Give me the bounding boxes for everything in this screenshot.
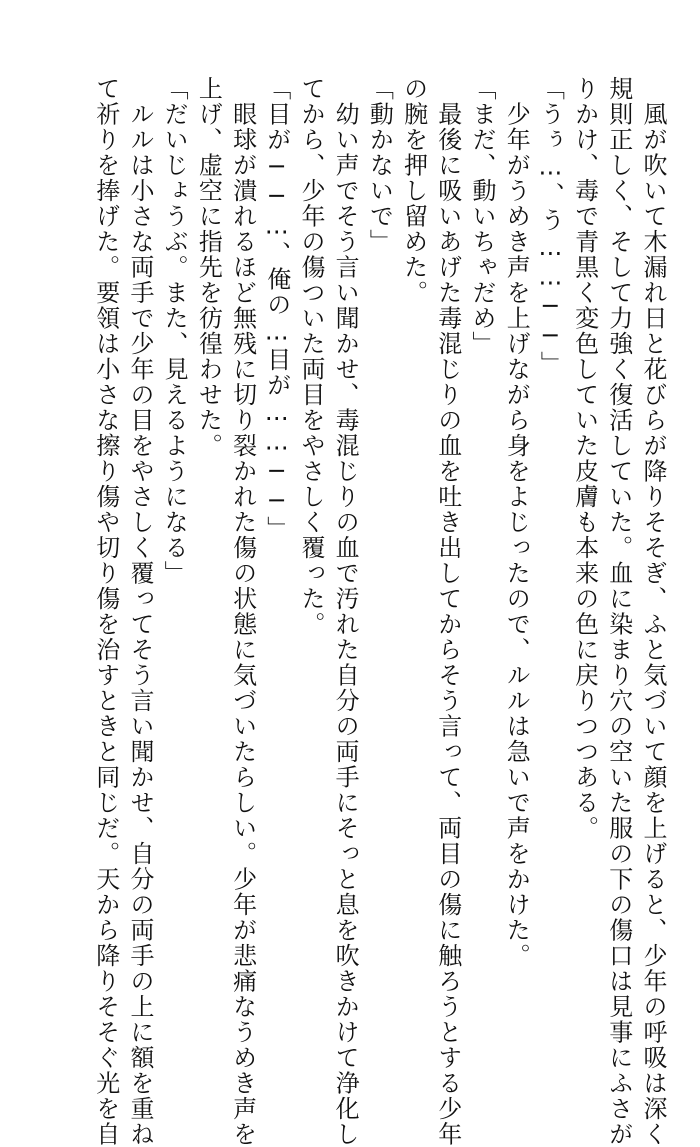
text-line: ルルは小さな両手で少年の目をやさしく覆ってそう言い聞かせ、自分の両手の上に額を重ね <box>125 76 154 1147</box>
text-line: 幼い声でそう言い聞かせ、毒混じりの血で汚れた自分の両手にそっと息を吹きかけて浄化し <box>331 76 360 1147</box>
text-line: 「うぅ…、う……──」 <box>536 76 565 377</box>
text-line: 「だいじょうぶ。また、見えるようになる」 <box>160 76 189 586</box>
text-line: 「動かないで」 <box>365 76 394 255</box>
text-line: 少年がうめき声を上げながら身をよじったので、ルルは急いで声をかけた。 <box>502 76 531 969</box>
text-line: りかけ、毒で青黒く変色していた皮膚も本来の色に戻りつつある。 <box>570 76 599 841</box>
text-line: 最後に吸いあげた毒混じりの血を吐き出してからそう言って、両目の傷に触ろうとする少年 <box>433 76 462 1147</box>
text-line: 上げ、虚空に指先を彷徨わせた。 <box>194 76 223 459</box>
text-line: の腕を押し留めた。 <box>399 76 428 306</box>
text-line: 「まだ、動いちゃだめ」 <box>467 76 496 357</box>
text-line: 「目が──…、俺の…目が……──」 <box>262 76 291 542</box>
text-line: 眼球が潰れるほど無残に切り裂かれた傷の状態に気づいたらしい。少年が悲痛なうめき声を <box>228 76 257 1147</box>
text-line: 風が吹いて木漏れ日と花びらが降りそそぎ、ふと気づいて顔を上げると、少年の呼吸は深く <box>639 76 667 1147</box>
vertical-text-block <box>89 76 670 1147</box>
text-line: 規則正しく、そして力強く復活していた。血に染まり穴の空いた服の下の傷口は見事にふさが <box>604 76 633 1147</box>
text-line: て祈りを捧げた。要領は小さな擦り傷や切り傷を治すときと同じだ。天から降りそそぐ光を自 <box>91 76 120 1147</box>
text-line: てから、少年の傷ついた両目をやさしく覆った。 <box>296 76 325 637</box>
